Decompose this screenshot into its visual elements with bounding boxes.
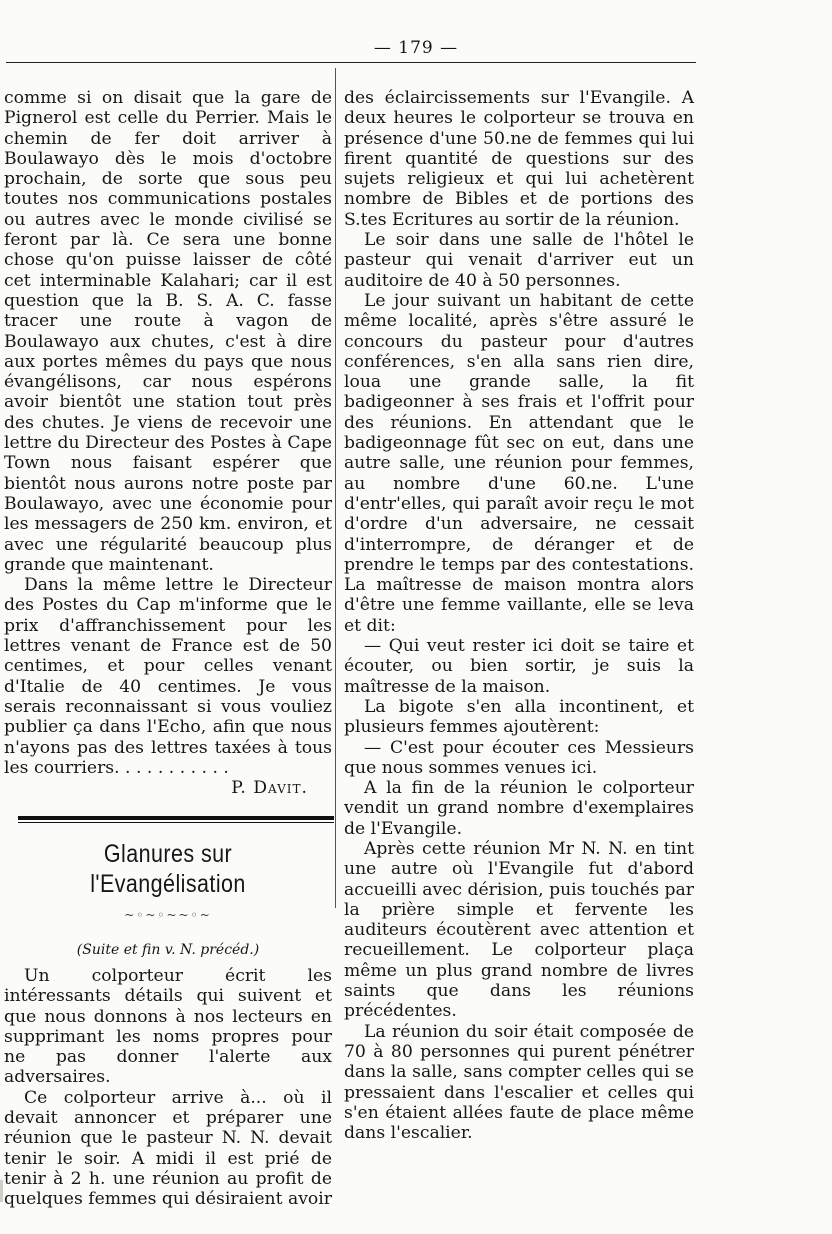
paragraph: La réunion du soir était composée de 70 à 80 personnes qui purent pénétrer dans la salle, sans compter celles qui se pressaient dans l'escalier et celles qui s'en étaient allées faute de place même dans l'escalier. <box>344 1021 694 1144</box>
signature: P. Davit. <box>231 778 308 799</box>
left-column <box>4 88 332 1210</box>
section-title: Glanures sur l'Evangélisation <box>90 840 246 899</box>
paragraph: Dans la même lettre le Directeur des Postes du Cap m'informe que le prix d'affranchissement pour les lettres venant de France est de 50 centimes, et pour celles venant d'Italie de 40 centimes. Je vous serais reconnaissant si vous vouliez publier ça dans l'Echo, afin que nous n'ayons pas des lettres taxées à tous les courriers. . . . . . . . . . . <box>4 575 332 778</box>
section-subtitle: (Suite et fin v. N. précéd.) <box>76 941 260 958</box>
header-rule <box>6 62 696 63</box>
column-divider <box>335 68 336 908</box>
paragraph: A la fin de la réunion le colporteur vendit un grand nombre d'exemplaires de l'Evangile. <box>344 778 694 839</box>
paragraph: Un colporteur écrit les intéressants détails qui suivent et que nous donnons à nos lecteurs en supprimant les noms propres pour ne pas donner l'alerte aux adversaires. <box>4 965 332 1088</box>
section-separator-rule <box>18 816 334 823</box>
paragraph: comme si on disait que la gare de Pignerol est celle du Perrier. Mais le chemin de fer doit arriver à Boulawayo dès le mois d'octobre prochain, de sorte que sous peu toutes nos communications postales ou autres avec le monde civilisé se feront par là. Ce sera une bonne chose qu'on puisse laisser de côté cet interminable Kalahari; car il est question que la B. S. A. C. fasse tracer une route à vagon de Boulawayo aux chutes, c'est à dire aux portes mêmes du pays que nous évangélisons, car nous espérons avoir bientôt une station tout près des chutes. Je viens de recevoir une lettre du Directeur des Postes à Cape Town nous faisant espérer que bientôt nous aurons notre poste par Boulawayo, avec une économie pour les messagers de 250 km. environ, et avec une régularité beaucoup plus grande que maintenant. <box>4 88 332 575</box>
paragraph: des éclaircissements sur l'Evangile. A deux heures le colporteur se trouva en présence d'une 50.ne de femmes qui lui firent quantité de questions sur des sujets religieux et qui lui achetèrent nombre de Bibles et de portions des S.tes Ecritures au sortir de la réunion. <box>344 88 694 230</box>
paragraph: Le jour suivant un habitant de cette même localité, après s'être assuré le concours du pasteur pour d'autres conférences, s'en alla sans rien dire, loua une grande salle, la fit badigeonner à ses frais et l'offrit pour des réunions. En attendant que le badigeonnage fût sec on eut, dans une autre salle, une réunion pour femmes, au nombre d'une 60.ne. L'une d'entr'elles, qui paraît avoir reçu le mot d'ordre d'un adversaire, ne cessait d'interrompre, de déranger et de prendre le temps par des contestations. La maîtresse de maison montra alors d'être une femme vaillante, elle se leva et dit: <box>344 290 694 636</box>
dialog-line: — Qui veut rester ici doit se taire et écouter, ou bien sortir, je suis la maîtresse de la maison. <box>344 636 694 697</box>
page-number: — 179 — <box>373 38 459 58</box>
paragraph: Après cette réunion Mr N. N. en tint une autre où l'Evangile fut d'abord accueilli avec dérision, puis touchés par la prière simple et fervente les auditeurs écoutèrent avec attention et recueillement. Le colporteur plaça même un plus grand nombre de livres saints que dans les réunions précédentes. <box>344 838 694 1022</box>
paragraph: Le soir dans une salle de l'hôtel le pasteur qui venait d'arriver eut un auditoire de 40 à 50 personnes. <box>344 230 694 291</box>
right-column <box>344 88 694 1143</box>
scan-edge-mark <box>0 1180 3 1202</box>
dialog-line: — C'est pour écouter ces Messieurs que nous sommes venues ici. <box>344 737 694 778</box>
paragraph: La bigote s'en alla incontinent, et plusieurs femmes ajoutèrent: <box>344 696 694 738</box>
ornament-flourish-icon: ~◦~◦~~◦~ <box>124 908 212 923</box>
paragraph: Ce colporteur arrive à... où il devait annoncer et préparer une réunion que le pasteur N. N. devait tenir le soir. A midi il est prié de tenir à 2 h. une réunion au profit de quelques femmes qui désiraient avoir <box>4 1087 332 1210</box>
